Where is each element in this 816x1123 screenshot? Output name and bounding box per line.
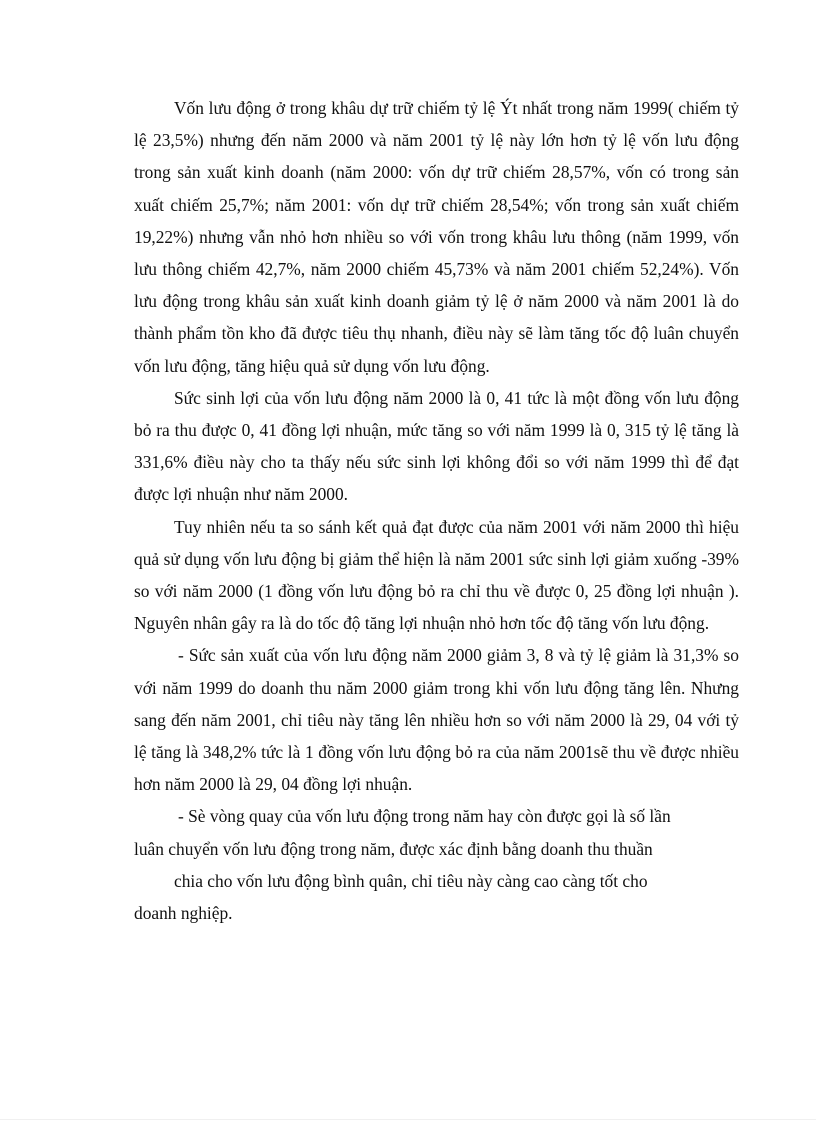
page-bottom-divider [0, 1119, 816, 1120]
paragraph-productivity: - Sức sản xuất của vốn lưu động năm 2000 giảm 3, 8 và tỷ lệ giảm là 31,3% so với năm 1999 do doanh thu năm 2000 giảm trong khi vốn lưu động tăng lên. Nhưng sang đến năm 2001, chỉ tiêu này tăng lên nhiều hơn so với năm 2000 là 29, 04 với tỷ lệ tăng là 348,2% tức là 1 đồng vốn lưu động bỏ ra của năm 2001sẽ thu về được nhiều hơn năm 2000 là 29, 04 đồng lợi nhuận. [134, 645, 739, 795]
document-body [134, 92, 739, 929]
paragraph-comparison-2001: Tuy nhiên nếu ta so sánh kết quả đạt được của năm 2001 với năm 2000 thì hiệu quả sử dụng vốn lưu động bị giảm thể hiện là năm 2001 sức sinh lợi giảm xuống -39% so với năm 2000 (1 đồng vốn lưu động bỏ ra chỉ thu về được 0, 25 đồng lợi nhuận ). Nguyên nhân gây ra là do tốc độ tăng lợi nhuận nhỏ hơn tốc độ tăng vốn lưu động. [134, 516, 739, 634]
paragraph-turnover-rest [134, 833, 739, 930]
paragraph-turnover-line-1: - Sè vòng quay của vốn lưu động trong năm hay còn được gọi là số lần [178, 806, 671, 827]
paragraph-working-capital-structure: Vốn lưu động ở trong khâu dự trữ chiếm tỷ lệ Ýt nhất trong năm 1999( chiếm tỷ lệ 23,5%) nhưng đến năm 2000 và năm 2001 tỷ lệ này lớn hơn tỷ lệ vốn lưu động trong sản xuất kinh doanh (năm 2000: vốn dự trữ chiếm 28,57%, vốn có trong sản xuất chiếm 25,7%; năm 2001: vốn dự trữ chiếm 28,54%; vốn trong sản xuất chiếm 19,22%) nhưng vẫn nhỏ hơn nhiều so với vốn trong khâu lưu thông (năm 1999, vốn lưu thông chiếm 42,7%, năm 2000 chiếm 45,73% và năm 2001 chiếm 52,24%). Vốn lưu động trong khâu sản xuất kinh doanh giảm tỷ lệ ở năm 2000 và năm 2001 là do thành phẩm tồn kho đã được tiêu thụ nhanh, điều này sẽ làm tăng tốc độ luân chuyển vốn lưu động, tăng hiệu quả sử dụng vốn lưu động. [134, 98, 739, 376]
paragraph-profitability: Sức sinh lợi của vốn lưu động năm 2000 là 0, 41 tức là một đồng vốn lưu động bỏ ra thu được 0, 41 đồng lợi nhuận, mức tăng so với năm 1999 là 0, 315 tỷ lệ tăng là 331,6% điều này cho ta thấy nếu sức sinh lợi không đổi so với năm 1999 thì để đạt được lợi nhuận như năm 2000. [134, 387, 739, 505]
paragraph-turnover-line-4: doanh nghiệp. [134, 903, 233, 924]
paragraph-turnover-line-3: chia cho vốn lưu động bình quân, chỉ tiêu này càng cao càng tốt cho [174, 870, 648, 891]
paragraph-turnover-line-2: luân chuyển vốn lưu động trong năm, được xác định bằng doanh thu thuần [134, 838, 653, 859]
